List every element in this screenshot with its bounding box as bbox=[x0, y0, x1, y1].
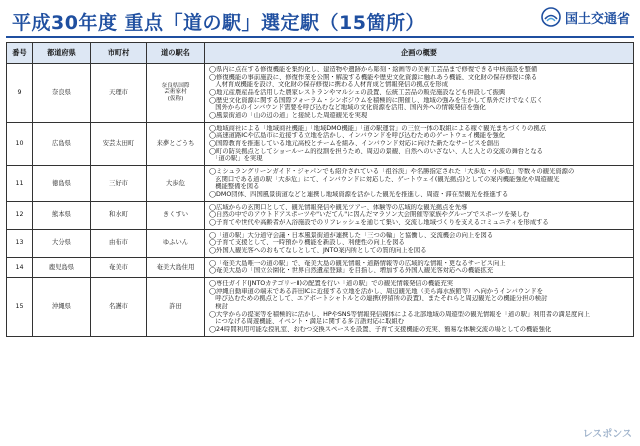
summary-line: 呼び込むための拠点として、エアポートシャトルとの連携(停留所の設置)、またそれらと周辺観光との機能分担の検討 bbox=[209, 295, 548, 303]
row-number: 13 bbox=[7, 229, 33, 257]
header-number: 番号 bbox=[7, 43, 33, 64]
row-number: 12 bbox=[7, 201, 33, 229]
summary-line: ◯子育て支援として、一時預かり機能を新設し、利便性の向上を図る bbox=[209, 239, 405, 247]
table-row bbox=[7, 278, 634, 337]
summary-line: ◯修復機能の事前施設に、修復作業を公開・解説する機能や歴史文化資源に触れあう機能、文化財の保存修復に係る bbox=[209, 73, 538, 81]
summary-line: ◯地元産農産品を活用した農家レストランやマルシェの設置、伝統工芸品の販売施設なども併設して振興 bbox=[209, 89, 506, 97]
row-municipality: 奄美市 bbox=[91, 257, 147, 277]
summary-line: ◯「奄美大島唯一の道の駅」で、奄美大島の観光情報・道路情報等の広域的な情報・更なるサービス向上 bbox=[209, 259, 506, 267]
summary-line: ◯大学からの提案等を積極的に活かし、HPやSNS等情報発信媒体による北部地域の周遊型の観光情報を「道の駅」利用者の満足度向上 bbox=[209, 310, 590, 318]
summary-line: ◯ミシュラングリーンガイド・ジャパンでも紹介されている「祖谷渓」や名勝指定された「大歩危・小歩危」等数々の観光資源の bbox=[209, 168, 575, 176]
agency-logo bbox=[541, 7, 630, 27]
page-title: 平成30年度 重点「道の駅」選定駅（15箇所） bbox=[12, 12, 425, 34]
summary-line: ◯外国人観光客へのおもてなしとして、JNTO案内所としての質的向上を図る bbox=[209, 247, 427, 255]
summary-line: 「道の駅」を実現 bbox=[209, 155, 263, 163]
row-plan-summary bbox=[205, 201, 634, 229]
row-municipality: 天理市 bbox=[91, 64, 147, 123]
summary-line: 玄関口である道の駅「大歩危」にて、インバウンドに対応した、ゲートウェイ(観光拠点)としての案内機能強化や周遊観光 bbox=[209, 175, 560, 183]
row-municipality: 名護市 bbox=[91, 278, 147, 337]
row-station-name bbox=[147, 201, 205, 229]
table-row bbox=[7, 64, 634, 123]
station-name-part: (仮称) bbox=[167, 96, 184, 103]
summary-line: ◯奄美大島の「国立公園化・世界自然遺産登録」を目指し、増加する外国人観光客対応への機能拡充 bbox=[209, 267, 494, 275]
row-number: 10 bbox=[7, 122, 33, 165]
summary-line: ◯高速道路ICや広島市に近接する立地を活かし、インバウンドを呼び込むためのゲートウェイ機能を強化 bbox=[209, 132, 505, 140]
row-prefecture: 広島県 bbox=[33, 122, 91, 165]
station-name-part: 奈良県国際 bbox=[161, 82, 190, 89]
row-number: 9 bbox=[7, 64, 33, 123]
row-municipality: 三好市 bbox=[91, 166, 147, 202]
summary-line: ◯風景街道の「山の辺の道」と接続した周遊観光を実現 bbox=[209, 112, 368, 120]
row-station-name bbox=[147, 122, 205, 165]
header-prefecture: 都道府県 bbox=[33, 43, 91, 64]
row-municipality: 由布市 bbox=[91, 229, 147, 257]
summary-line: ◯専任ガイド(JNTOカテゴリーⅡ)の配置を行い「道の駅」での観光情報発信の機能充実 bbox=[209, 280, 454, 288]
row-number: 14 bbox=[7, 257, 33, 277]
summary-line: 国外からのインバウンド需要を呼び込むなど地域の文化資源を活用、国内外への情報発信を強化 bbox=[209, 104, 486, 112]
row-number: 11 bbox=[7, 166, 33, 202]
row-plan-summary bbox=[205, 278, 634, 337]
row-station-name bbox=[147, 166, 205, 202]
row-plan-summary bbox=[205, 64, 634, 123]
row-prefecture: 鹿児島県 bbox=[33, 257, 91, 277]
summary-line: ◯町の防災拠点としてショールーム的役割を担うため、周辺の景観、自然へのいざない、人と人との交流の舞台となる bbox=[209, 147, 543, 155]
summary-line: ◯「道の駅」大分道守会議・日本風景街道が連携した「三つの輪」と協働し、交流機会の向上を図る bbox=[209, 231, 494, 239]
row-prefecture: 徳島県 bbox=[33, 166, 91, 202]
header-station-name: 道の駅名 bbox=[147, 43, 205, 64]
summary-line: ◯地域商社による「地域商社機能」「地域DMO機能」「道の駅運営」の三位一体の取組による稼ぐ観光まちづくりの拠点 bbox=[209, 124, 547, 132]
row-prefecture: 熊本県 bbox=[33, 201, 91, 229]
row-station-name bbox=[147, 229, 205, 257]
station-table bbox=[6, 42, 634, 337]
row-station-name bbox=[147, 64, 205, 123]
summary-line: ◯広域からの玄関口として、観光情報発信や観光ツアー、体験等の広域的な観光拠点を先導 bbox=[209, 203, 468, 211]
station-name-part: 許田 bbox=[169, 303, 182, 311]
row-plan-summary bbox=[205, 166, 634, 202]
row-station-name bbox=[147, 278, 205, 337]
summary-line: 機能整備を図る bbox=[209, 183, 260, 191]
row-station-name bbox=[147, 257, 205, 277]
row-number: 15 bbox=[7, 278, 33, 337]
title-rule bbox=[6, 36, 634, 38]
mlit-emblem-icon bbox=[541, 7, 561, 27]
row-municipality: 安芸太田町 bbox=[91, 122, 147, 165]
row-plan-summary bbox=[205, 122, 634, 165]
station-name-part: 大歩危 bbox=[166, 179, 185, 187]
row-plan-summary bbox=[205, 229, 634, 257]
summary-line: ◯子育てや世代や高齢者が入浴施設でのリフレッシュを通じて集い、交流し地域づくりを支えるコミュニティを形成する bbox=[209, 219, 549, 227]
summary-line: ◯歴史文化資源に関する国際フォーラム・シンポジウムを積極的に開催し、地域の強みを生かして県外だけでなく広く bbox=[209, 96, 543, 104]
table-row bbox=[7, 257, 634, 277]
summary-line: ◯24時間利用可能な授乳室、おむつ交換スペースを設置、子育て支援機能の充実、簡易な体験交流の場としての機能強化 bbox=[209, 326, 552, 334]
watermark: レスポンス bbox=[582, 429, 632, 440]
summary-line: ◯沖縄自動車道の端末である許田ICに近接する立地を活かし、周辺観光地（美ら海水族館等）へ向かうインバウンドを bbox=[209, 287, 544, 295]
row-prefecture: 奈良県 bbox=[33, 64, 91, 123]
row-municipality: 和水町 bbox=[91, 201, 147, 229]
station-name-part: 来夢とごうち bbox=[156, 140, 195, 148]
summary-line: ◯自然の中でのアウトドアスポーツや"いだてん"に因んだマラソン大会開催等家族やグループでスポーツを楽しむ bbox=[209, 211, 530, 219]
header-plan-summary: 企画の概要 bbox=[205, 43, 634, 64]
table-row bbox=[7, 166, 634, 202]
station-name-part: 芸術家村 bbox=[164, 89, 187, 96]
header-municipality: 市町村 bbox=[91, 43, 147, 64]
station-name-part: ゆふいん bbox=[162, 239, 189, 247]
summary-line: ◯県内に点在する修復機能を集約化し、建造物や遺跡から彫刻・絵画等の美術工芸品まで修復できる中核施設を整備 bbox=[209, 66, 538, 73]
row-prefecture: 大分県 bbox=[33, 229, 91, 257]
table-row bbox=[7, 229, 634, 257]
summary-line: につなげる周遊機能、イベント・満足に関する多言語対応に取組む bbox=[209, 318, 405, 326]
summary-line: 検討 bbox=[209, 303, 228, 311]
agency-name: 国土交通省 bbox=[564, 11, 630, 27]
table-row bbox=[7, 201, 634, 229]
summary-line: 人材育成機能を設け、文化財の保存修復に携わる人材育成と情報発信の拠点を形成 bbox=[209, 81, 449, 89]
row-prefecture: 沖縄県 bbox=[33, 278, 91, 337]
summary-line: ◯DMO団体、四国風景街道などと連携し地域資源を活かした観光を推進し、周遊・滞在型観光を推進する bbox=[209, 191, 509, 199]
station-name-part: 奄美大島住用 bbox=[156, 263, 195, 271]
station-name-part: きくすい bbox=[162, 211, 189, 219]
table-header-row bbox=[7, 43, 634, 64]
row-plan-summary bbox=[205, 257, 634, 277]
table-row bbox=[7, 122, 634, 165]
summary-line: ◯国際教育を推進している地元高校とチームを組み、インバウンド対応に向けた新たなサービスを創出 bbox=[209, 140, 500, 148]
